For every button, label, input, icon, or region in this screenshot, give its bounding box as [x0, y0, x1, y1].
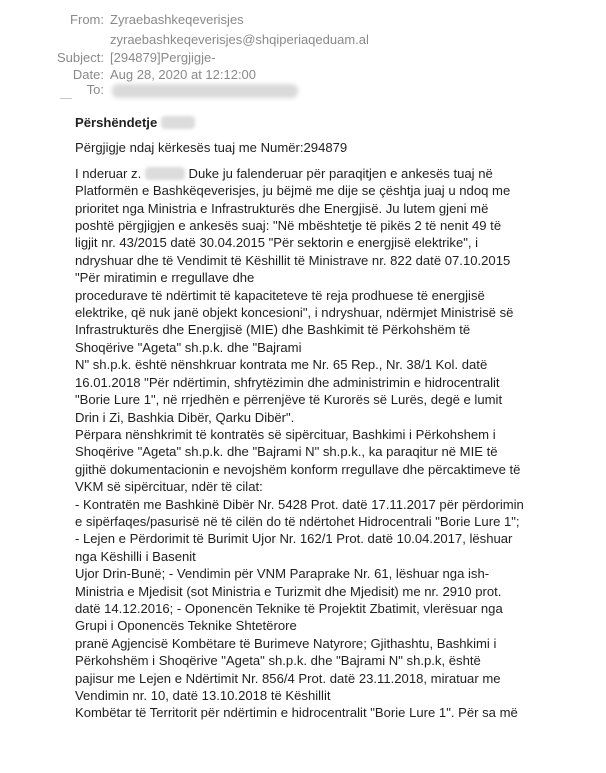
subject-value: [294879]Pergjigje- [110, 50, 216, 65]
body-line: prioritet nga Ministria e Infrastrukturës dhe Energjisë. Ju lutem gjeni më [75, 200, 489, 216]
body-line: Përkohshëm i Shoqërive "Ageta" sh.p.k. dhe "Bajrami N" sh.p.k, është [75, 653, 481, 669]
from-email[interactable]: zyraebashkeqeverisjes@shqiperiaqeduam.al [110, 32, 369, 47]
body-line: Shoqërive "Ageta" sh.p.k. dhe "Bajrami N" sh.p.k., ka paraqitur në MIE të [75, 444, 498, 460]
body-line: procedurave të ndërtimit të kapaciteteve të reja prodhuese të energjisë [75, 287, 485, 303]
body-line: Vendimin nr. 10, datë 13.10.2018 të Këshillit [75, 688, 331, 703]
body-line: ligjit nr. 43/2015 datë 30.04.2015 "Për sektorin e energjisë elektrike", i [75, 235, 479, 251]
body-line: Përgjigje ndaj kërkesës tuaj me Numër:294879 [75, 140, 348, 156]
date-row [0, 67, 256, 82]
body-line: pranë Agjencisë Kombëtare të Burimeve Natyrore; Gjithashtu, Bashkimi i [75, 635, 497, 651]
body-line: Infrastrukturës dhe Energjisë (MIE) dhe Bashkimit të Përkohshëm të [75, 322, 471, 338]
divider [60, 98, 72, 99]
body-line: poshtë përgjigjen e ankesës suaj: "Në mbështetje të pikës 2 të nenit 49 të [75, 218, 502, 234]
redacted-name [145, 167, 185, 180]
greeting: Përshëndetje [75, 114, 600, 131]
subject-row [0, 50, 216, 65]
subject-label: Subject: [57, 50, 104, 65]
body-line: "Për miratimin e rregullave dhe [75, 270, 255, 286]
body-line: ndryshuar dhe të Vendimit të Këshillit të Ministrave nr. 822 datë 07.10.2015 [75, 252, 511, 268]
body-line: Shoqërive "Ageta" sh.p.k. dhe "Bajrami [75, 339, 302, 355]
body-line: I nderuar z. Duke ju falenderuar për paraqitjen e ankesës tuaj në [75, 165, 493, 181]
redacted-name [161, 116, 195, 129]
body-line: datë 14.12.2016; - Oponencën Teknike të Projektit Zbatimit, vlerësuar nga [75, 600, 503, 616]
body-line: Përpara nënshkrimit të kontratës së sipërcituar, Bashkimi i Përkohshem i [75, 426, 496, 442]
body-line: "Borie Lure 1", në rrjedhën e përrenjëve të Kurorës së Lurës, degë e lumit [75, 392, 503, 408]
to-row [0, 82, 110, 97]
body-line: elektrike, që nuk janë objekt koncesioni", i ndryshuar, ndërmjet Ministrisë së [75, 305, 514, 321]
body-line: Kombëtar të Territorit për ndërtimin e hidrocentralit "Borie Lure 1". Për sa më [75, 705, 518, 721]
body-line: - Kontratën me Bashkinë Dibër Nr. 5428 Prot. datë 17.11.2017 për përdorimin [75, 496, 524, 512]
body-line: Ministria e Mjedisit (sot Ministria e Turizmit dhe Mjedisit) me nr. 2910 prot. [75, 583, 502, 599]
from-name[interactable]: Zyraebashkeqeverisjes [110, 12, 244, 27]
from-row [0, 12, 244, 27]
body-line: gjithë dokumentacionin e nevojshëm konform rregullave dhe përcaktimeve të [75, 461, 521, 477]
body-line: Ujor Drin-Bunë; - Vendimin për VNM Paraprake Nr. 61, lëshuar nga ish- [75, 566, 490, 582]
date-label: Date: [72, 67, 104, 82]
body-line: nga Këshilli i Basenit [75, 548, 196, 564]
body-line: Platformën e Bashkëqeverisjes, ju bëjmë me dije se çështja juaj u ndoq me [75, 183, 511, 199]
body-line: pajisur me Lejen e Ndërtimit Nr. 856/4 Prot. datë 23.11.2018, miratuar me [75, 670, 501, 686]
body-line: 16.01.2018 "Për ndërtimin, shfrytëzimin dhe administrimin e hidrocentralit [75, 374, 500, 390]
to-label: To: [86, 82, 104, 97]
date-value: Aug 28, 2020 at 12:12:00 [110, 67, 257, 82]
from-email-row [0, 32, 369, 47]
body-line: Drin i Zi, Bashkia Dibër, Qarku Dibër". [75, 409, 295, 425]
from-label: From: [70, 12, 104, 27]
body-line: - Lejen e Përdorimit të Burimit Ujor Nr. 162/1 Prot. datë 10.04.2017, lëshuar [75, 531, 513, 547]
body-line: VKM së sipërcituar, ndër të cilat: [75, 479, 263, 495]
message-body [75, 114, 600, 722]
redacted-recipient [112, 84, 298, 98]
body-line: Grupi i Oponencës Teknike Shtetërore [75, 618, 297, 634]
body-line: e sipërfaqes/pasurisë në të cilën do të ndërtohet Hidrocentrali "Borie Lure 1"; [75, 513, 520, 529]
body-line: N" sh.p.k. është nënshkruar kontrata me Nr. 65 Rep., Nr. 38/1 Kol. datë [75, 357, 488, 373]
